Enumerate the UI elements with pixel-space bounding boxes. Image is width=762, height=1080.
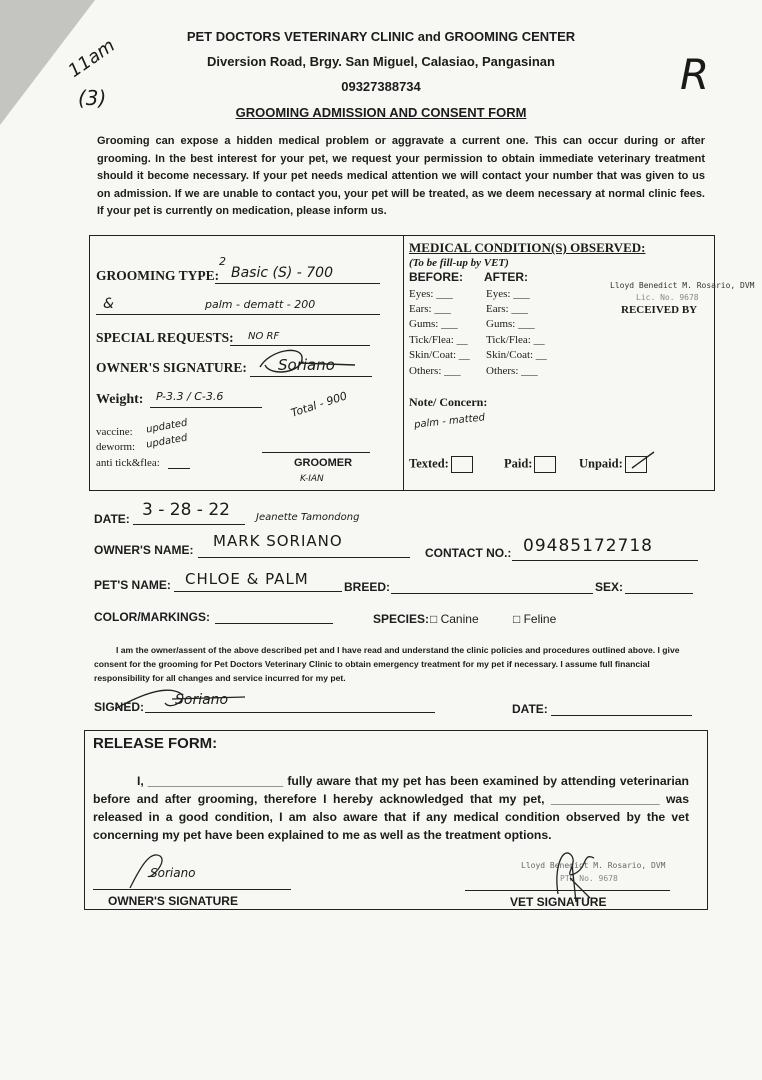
- after-others: Others: ___: [486, 365, 538, 377]
- note-label: Note/ Concern:: [409, 395, 488, 409]
- date-value[interactable]: 3 - 28 - 22: [142, 500, 230, 520]
- intro-paragraph: Grooming can expose a hidden medical problem or aggravate a current one. This can occur during or after grooming. In the best interest for your pet, we request your permission to obtain immediate veterinary treatment should it become necessary. If your pet needs medical attention we will contact your number that was given to us on admission. If we are unable to contact you, your pet will be treated, as we deem necessary at normal clinic fees. If your pet is currently on medication, please inform us.: [97, 135, 705, 217]
- signed-date-label: DATE:: [512, 702, 548, 716]
- before-gums: Gums: ___: [409, 318, 458, 330]
- release-owner-signature-label: OWNER'S SIGNATURE: [108, 894, 238, 908]
- antitick-label: anti tick&flea:: [96, 457, 160, 469]
- medical-title: MEDICAL CONDITION(S) OBSERVED:: [409, 240, 646, 255]
- clinic-name: PET DOCTORS VETERINARY CLINIC and GROOMING CENTER: [186, 29, 576, 44]
- groomer-line: [262, 452, 370, 453]
- paid-label: [504, 456, 556, 473]
- release-owner-signature-value[interactable]: Soriano: [150, 866, 196, 880]
- color-label: COLOR/MARKINGS:: [94, 610, 210, 624]
- after-label: AFTER:: [484, 270, 528, 284]
- groomer-value[interactable]: K-IAN: [300, 474, 324, 484]
- date-label: DATE:: [94, 512, 130, 526]
- sex-line: [625, 593, 693, 594]
- signed-date-line: [551, 715, 692, 716]
- owner-signature-label: OWNER'S SIGNATURE:: [96, 360, 247, 375]
- texted-text: Texted:: [409, 456, 449, 471]
- owner-signature-scribble: [240, 345, 360, 385]
- box-divider: [403, 235, 404, 491]
- breed-line: [391, 593, 593, 594]
- deworm-label: deworm:: [96, 441, 136, 453]
- release-vet-stamp-name: Lloyd Benedict M. Rosario, DVM: [521, 861, 666, 870]
- groomer-label: GROOMER: [294, 457, 353, 469]
- feline-checkbox-icon: □: [513, 612, 521, 626]
- grooming-line2-value[interactable]: palm - dematt - 200: [205, 298, 316, 311]
- form-title: GROOMING ADMISSION AND CONSENT FORM: [235, 105, 527, 120]
- owner-name-label: OWNER'S NAME:: [94, 543, 194, 557]
- release-paragraph: I, ____________________ fully aware that my pet has been examined by attending veterinarian before and after grooming, therefore I hereby acknowledged that my pet, ________________ was released in a good condition, I am also aware that if any medical condition observed by the vet concerning my pet have been explained to me as well as the treatment options.: [93, 774, 689, 842]
- grooming-type-label: GROOMING TYPE:: [96, 268, 220, 283]
- grooming-line2-prefix: &: [103, 296, 114, 312]
- release-owner-signature-scribble: [120, 848, 220, 892]
- owner-name-line: [198, 557, 410, 558]
- pet-name-label: PET'S NAME:: [94, 578, 171, 592]
- release-owner-signature-line: [93, 889, 291, 890]
- margin-note-initial: R: [680, 50, 710, 99]
- after-skincoat: Skin/Coat: __: [486, 349, 547, 361]
- after-eyes: Eyes: ___: [486, 288, 530, 300]
- owner-signature-value[interactable]: Soriano: [278, 356, 335, 374]
- owner-name-value[interactable]: MARK SORIANO: [213, 532, 343, 550]
- special-requests-value[interactable]: NO RF: [248, 331, 280, 342]
- feline-text: Feline: [523, 612, 557, 626]
- clinic-phone: 09327388734: [341, 79, 421, 94]
- unpaid-text: Unpaid:: [579, 456, 623, 471]
- canine-text: Canine: [440, 612, 479, 626]
- before-tickflea: Tick/Flea: __: [409, 334, 468, 346]
- before-others: Others: ___: [409, 365, 461, 377]
- contact-line: [512, 560, 698, 561]
- before-eyes: Eyes: ___: [409, 288, 453, 300]
- grooming-type-value[interactable]: Basic (S) - 700: [231, 265, 333, 281]
- before-label: BEFORE:: [409, 270, 463, 284]
- clinic-address: Diversion Road, Brgy. San Miguel, Calasiao, Pangasinan: [207, 54, 555, 69]
- species-canine-option[interactable]: [430, 612, 479, 626]
- deworm-value[interactable]: updated: [145, 432, 189, 451]
- unpaid-check-mark: [628, 450, 658, 474]
- vet-stamp-license: Lic. No. 9678: [636, 293, 699, 302]
- vaccine-label: vaccine:: [96, 426, 133, 438]
- color-line: [215, 623, 333, 624]
- receiver-name: Jeanette Tamondong: [256, 512, 360, 523]
- medical-subtitle: (To be fill-up by VET): [409, 257, 509, 269]
- note-value[interactable]: palm - matted: [413, 412, 486, 431]
- release-vet-signature-line: [465, 890, 670, 891]
- texted-checkbox[interactable]: [451, 456, 473, 473]
- paid-text: Paid:: [504, 456, 533, 471]
- grooming-type-superscript: 2: [219, 255, 226, 268]
- release-vet-stamp-license: PTR No. 9678: [560, 874, 618, 883]
- total-note: Total - 900: [289, 389, 349, 420]
- texted-label: [409, 456, 473, 473]
- contact-label: CONTACT NO.:: [425, 546, 512, 560]
- vet-stamp-name: Lloyd Benedict M. Rosario, DVM: [610, 281, 755, 290]
- weight-value[interactable]: P-3.3 / C-3.6: [156, 390, 224, 403]
- canine-checkbox-icon: □: [430, 612, 438, 626]
- margin-note-count: (3): [78, 86, 107, 110]
- contact-value[interactable]: 09485172718: [523, 536, 653, 556]
- consent-paragraph: I am the owner/assent of the above described pet and I have read and understand the clinic policies and procedures outlined above. I give consent for the grooming for Pet Doctors Veterinary Clinic to obtain emergency treatment for my pet if necessary. I assume full financial responsibility for all changes and service incurred for my pet.: [94, 645, 680, 683]
- species-label: SPECIES:: [373, 612, 430, 626]
- breed-label: BREED:: [344, 580, 391, 594]
- signed-scribble: [110, 685, 250, 717]
- species-feline-option[interactable]: [513, 612, 556, 626]
- before-skincoat: Skin/Coat: __: [409, 349, 470, 361]
- after-tickflea: Tick/Flea: __: [486, 334, 545, 346]
- weight-line: [150, 407, 262, 408]
- vaccine-value[interactable]: updated: [145, 417, 189, 436]
- date-line: [133, 524, 245, 525]
- weight-label: Weight:: [96, 392, 144, 407]
- after-gums: Gums: ___: [486, 318, 535, 330]
- grooming-line2-line: [96, 314, 380, 315]
- after-ears: Ears: ___: [486, 303, 528, 315]
- signed-label: SIGNED:: [94, 700, 145, 714]
- grooming-type-line: [215, 283, 380, 284]
- release-title: RELEASE FORM:: [93, 735, 218, 752]
- pet-name-line: [174, 591, 342, 592]
- paid-checkbox[interactable]: [534, 456, 556, 473]
- before-ears: Ears: ___: [409, 303, 451, 315]
- pet-name-value[interactable]: CHLOE & PALM: [185, 570, 309, 588]
- margin-note-time: 11am: [64, 35, 119, 82]
- special-requests-label: SPECIAL REQUESTS:: [96, 330, 234, 345]
- signed-value[interactable]: Soriano: [175, 692, 229, 708]
- antitick-line: [168, 468, 190, 469]
- release-vet-signature-label: VET SIGNATURE: [510, 895, 607, 909]
- sex-label: SEX:: [595, 580, 624, 594]
- received-by-label: RECEIVED BY: [621, 304, 698, 316]
